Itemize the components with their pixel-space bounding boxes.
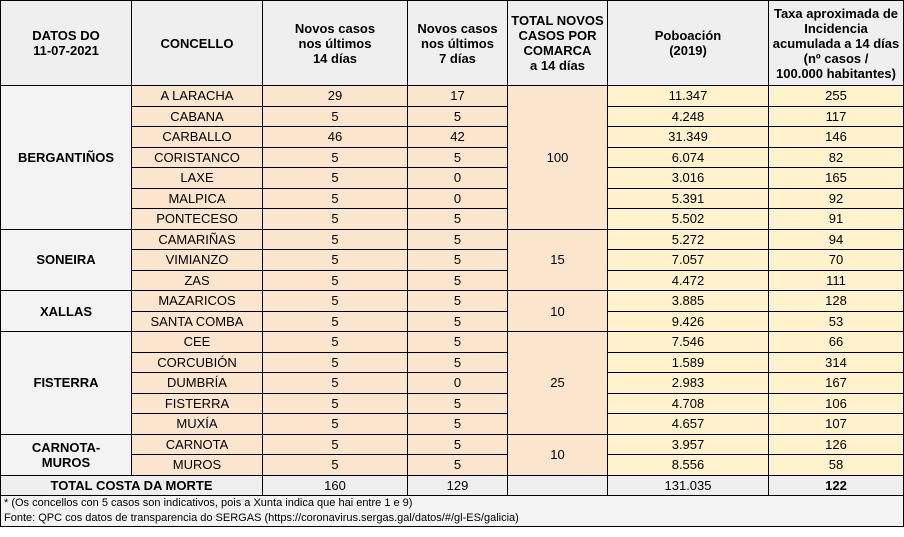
cases-14-days: 5 <box>263 373 408 394</box>
comarca-name <box>1 86 132 230</box>
comarca-total-cases: 10 <box>508 434 608 475</box>
header-line: nos últimos <box>298 35 372 51</box>
total-cases-14: 160 <box>263 475 408 495</box>
total-row <box>1 475 904 495</box>
population: 5.272 <box>608 229 769 250</box>
incidence-rate: 126 <box>769 434 904 455</box>
cases-14-days: 5 <box>263 311 408 332</box>
population: 31.349 <box>608 127 769 148</box>
header-line: 7 días <box>439 50 476 66</box>
comarca-name-line: XALLAS <box>40 303 92 319</box>
table-row <box>1 455 904 476</box>
concello-name: ZAS <box>132 270 263 291</box>
cases-14-days: 5 <box>263 434 408 455</box>
cases-7-days: 5 <box>408 393 508 414</box>
table-row <box>1 270 904 291</box>
population: 1.589 <box>608 352 769 373</box>
header-line: TOTAL NOVOS <box>511 13 604 28</box>
table-row <box>1 352 904 373</box>
header-row <box>1 1 904 86</box>
comarca-name <box>1 291 132 332</box>
population: 7.546 <box>608 332 769 353</box>
cases-7-days: 5 <box>408 455 508 476</box>
total-incidence-rate: 122 <box>769 475 904 495</box>
cases-14-days: 5 <box>263 250 408 271</box>
comarca-name-line: MUROS <box>41 454 91 470</box>
total-label: TOTAL COSTA DA MORTE <box>1 475 263 495</box>
cases-7-days: 5 <box>408 209 508 230</box>
concello-name: PONTECESO <box>132 209 263 230</box>
cases-14-days: 5 <box>263 168 408 189</box>
header-concello <box>132 1 263 86</box>
population: 4.657 <box>608 414 769 435</box>
table-row <box>1 147 904 168</box>
header-cases-7 <box>408 1 508 86</box>
table-row <box>1 168 904 189</box>
population: 5.502 <box>608 209 769 230</box>
incidence-rate: 146 <box>769 127 904 148</box>
concello-name: CARBALLO <box>132 127 263 148</box>
concello-name: MAZARICOS <box>132 291 263 312</box>
cases-14-days: 5 <box>263 209 408 230</box>
header-line: 14 días <box>312 50 358 66</box>
header-line: 11-07-2021 <box>33 43 99 58</box>
incidence-rate: 167 <box>769 373 904 394</box>
footer-notes <box>1 495 904 526</box>
cases-7-days: 5 <box>408 147 508 168</box>
header-line: Taxa aproximada de <box>773 5 899 21</box>
table-row <box>1 434 904 455</box>
table-row <box>1 86 904 107</box>
incidence-rate: 94 <box>769 229 904 250</box>
header-line: (2019) <box>669 43 707 58</box>
cases-14-days: 5 <box>263 229 408 250</box>
header-line: acumulada a 14 días <box>772 35 900 51</box>
table-row <box>1 311 904 332</box>
total-cases-7: 129 <box>408 475 508 495</box>
cases-14-days: 5 <box>263 147 408 168</box>
table-row <box>1 393 904 414</box>
header-population <box>608 1 769 86</box>
concello-name: CORISTANCO <box>132 147 263 168</box>
concello-name: MALPICA <box>132 188 263 209</box>
header-line: CONCELLO <box>160 35 234 51</box>
incidence-rate: 314 <box>769 352 904 373</box>
header-line: Poboación <box>654 28 722 43</box>
population: 9.426 <box>608 311 769 332</box>
total-comarca-cases <box>508 475 608 495</box>
cases-14-days: 5 <box>263 291 408 312</box>
cases-7-days: 0 <box>408 188 508 209</box>
population: 4.708 <box>608 393 769 414</box>
table-row <box>1 229 904 250</box>
incidence-rate: 111 <box>769 270 904 291</box>
header-line: (nº casos / <box>803 50 869 66</box>
comarca-name <box>1 229 132 291</box>
cases-14-days: 5 <box>263 352 408 373</box>
cases-7-days: 5 <box>408 106 508 127</box>
cases-7-days: 5 <box>408 352 508 373</box>
header-line: CASOS POR <box>518 28 597 43</box>
comarca-name-line: CARNOTA- <box>31 439 101 455</box>
header-incidence-rate <box>769 1 904 86</box>
population: 4.248 <box>608 106 769 127</box>
header-line: Novos casos <box>294 20 376 36</box>
cases-14-days: 5 <box>263 455 408 476</box>
cases-7-days: 42 <box>408 127 508 148</box>
cases-14-days: 29 <box>263 86 408 107</box>
total-population: 131.035 <box>608 475 769 495</box>
concello-name: SANTA COMBA <box>132 311 263 332</box>
table-row <box>1 332 904 353</box>
header-line: nos últimos <box>421 35 494 51</box>
comarca-name <box>1 332 132 435</box>
cases-14-days: 5 <box>263 188 408 209</box>
footer-row <box>1 495 904 526</box>
cases-7-days: 17 <box>408 86 508 107</box>
table-row <box>1 373 904 394</box>
incidence-rate: 255 <box>769 86 904 107</box>
header-line: a 14 días <box>530 58 585 73</box>
population: 4.472 <box>608 270 769 291</box>
cases-7-days: 5 <box>408 291 508 312</box>
concello-name: CORCUBIÓN <box>132 352 263 373</box>
population: 3.885 <box>608 291 769 312</box>
population: 11.347 <box>608 86 769 107</box>
incidence-rate: 66 <box>769 332 904 353</box>
cases-7-days: 5 <box>408 311 508 332</box>
source-note: Fonte: QPC cos datos de transparencia do SERGAS (https://coronavirus.sergas.gal/datos/#/gl-ES/galicia) <box>4 511 519 524</box>
table-row <box>1 291 904 312</box>
incidence-rate: 106 <box>769 393 904 414</box>
header-cases-14 <box>263 1 408 86</box>
cases-7-days: 5 <box>408 414 508 435</box>
cases-14-days: 46 <box>263 127 408 148</box>
footnote: * (Os concellos con 5 casos son indicativos, pois a Xunta indica que hai entre 1 e 9) <box>4 496 413 509</box>
header-line: COMARCA <box>523 43 592 58</box>
incidence-rate: 165 <box>769 168 904 189</box>
concello-name: MUROS <box>132 455 263 476</box>
header-date <box>1 1 132 86</box>
population: 2.983 <box>608 373 769 394</box>
population: 3.016 <box>608 168 769 189</box>
concello-name: CABANA <box>132 106 263 127</box>
incidence-rate: 53 <box>769 311 904 332</box>
table-row <box>1 127 904 148</box>
concello-name: CAMARIÑAS <box>132 229 263 250</box>
population: 5.391 <box>608 188 769 209</box>
incidence-rate: 117 <box>769 106 904 127</box>
incidence-rate: 70 <box>769 250 904 271</box>
comarca-name <box>1 434 132 475</box>
cases-7-days: 5 <box>408 229 508 250</box>
comarca-total-cases: 100 <box>508 86 608 230</box>
cases-7-days: 5 <box>408 250 508 271</box>
concello-name: MUXÍA <box>132 414 263 435</box>
comarca-name-line: BERGANTIÑOS <box>17 149 115 165</box>
header-comarca-total <box>508 1 608 86</box>
comarca-total-cases: 10 <box>508 291 608 332</box>
cases-14-days: 5 <box>263 414 408 435</box>
cases-7-days: 5 <box>408 332 508 353</box>
cases-7-days: 0 <box>408 168 508 189</box>
incidence-rate: 107 <box>769 414 904 435</box>
cases-14-days: 5 <box>263 332 408 353</box>
table-row <box>1 106 904 127</box>
concello-name: DUMBRÍA <box>132 373 263 394</box>
incidence-rate: 128 <box>769 291 904 312</box>
cases-14-days: 5 <box>263 270 408 291</box>
header-line: DATOS DO <box>32 28 100 43</box>
concello-name: LAXE <box>132 168 263 189</box>
incidence-rate: 82 <box>769 147 904 168</box>
header-line: 100.000 habitantes) <box>776 65 896 81</box>
cases-14-days: 5 <box>263 393 408 414</box>
comarca-name-line: SONEIRA <box>36 252 96 268</box>
population: 3.957 <box>608 434 769 455</box>
concello-name: CEE <box>132 332 263 353</box>
table-row <box>1 250 904 271</box>
concello-name: CARNOTA <box>132 434 263 455</box>
population: 8.556 <box>608 455 769 476</box>
population: 6.074 <box>608 147 769 168</box>
incidence-rate: 92 <box>769 188 904 209</box>
table-row <box>1 209 904 230</box>
header-line: Incidencia <box>804 20 868 36</box>
comarca-name-line: FISTERRA <box>33 375 99 391</box>
cases-7-days: 0 <box>408 373 508 394</box>
table-row <box>1 188 904 209</box>
cases-7-days: 5 <box>408 270 508 291</box>
incidence-rate: 91 <box>769 209 904 230</box>
population: 7.057 <box>608 250 769 271</box>
concello-name: A LARACHA <box>132 86 263 107</box>
header-line: Novos casos <box>417 20 498 36</box>
cases-14-days: 5 <box>263 106 408 127</box>
concello-name: VIMIANZO <box>132 250 263 271</box>
incidence-rate: 58 <box>769 455 904 476</box>
table-row <box>1 414 904 435</box>
concello-name: FISTERRA <box>132 393 263 414</box>
comarca-total-cases: 25 <box>508 332 608 435</box>
comarca-total-cases: 15 <box>508 229 608 291</box>
cases-7-days: 5 <box>408 434 508 455</box>
